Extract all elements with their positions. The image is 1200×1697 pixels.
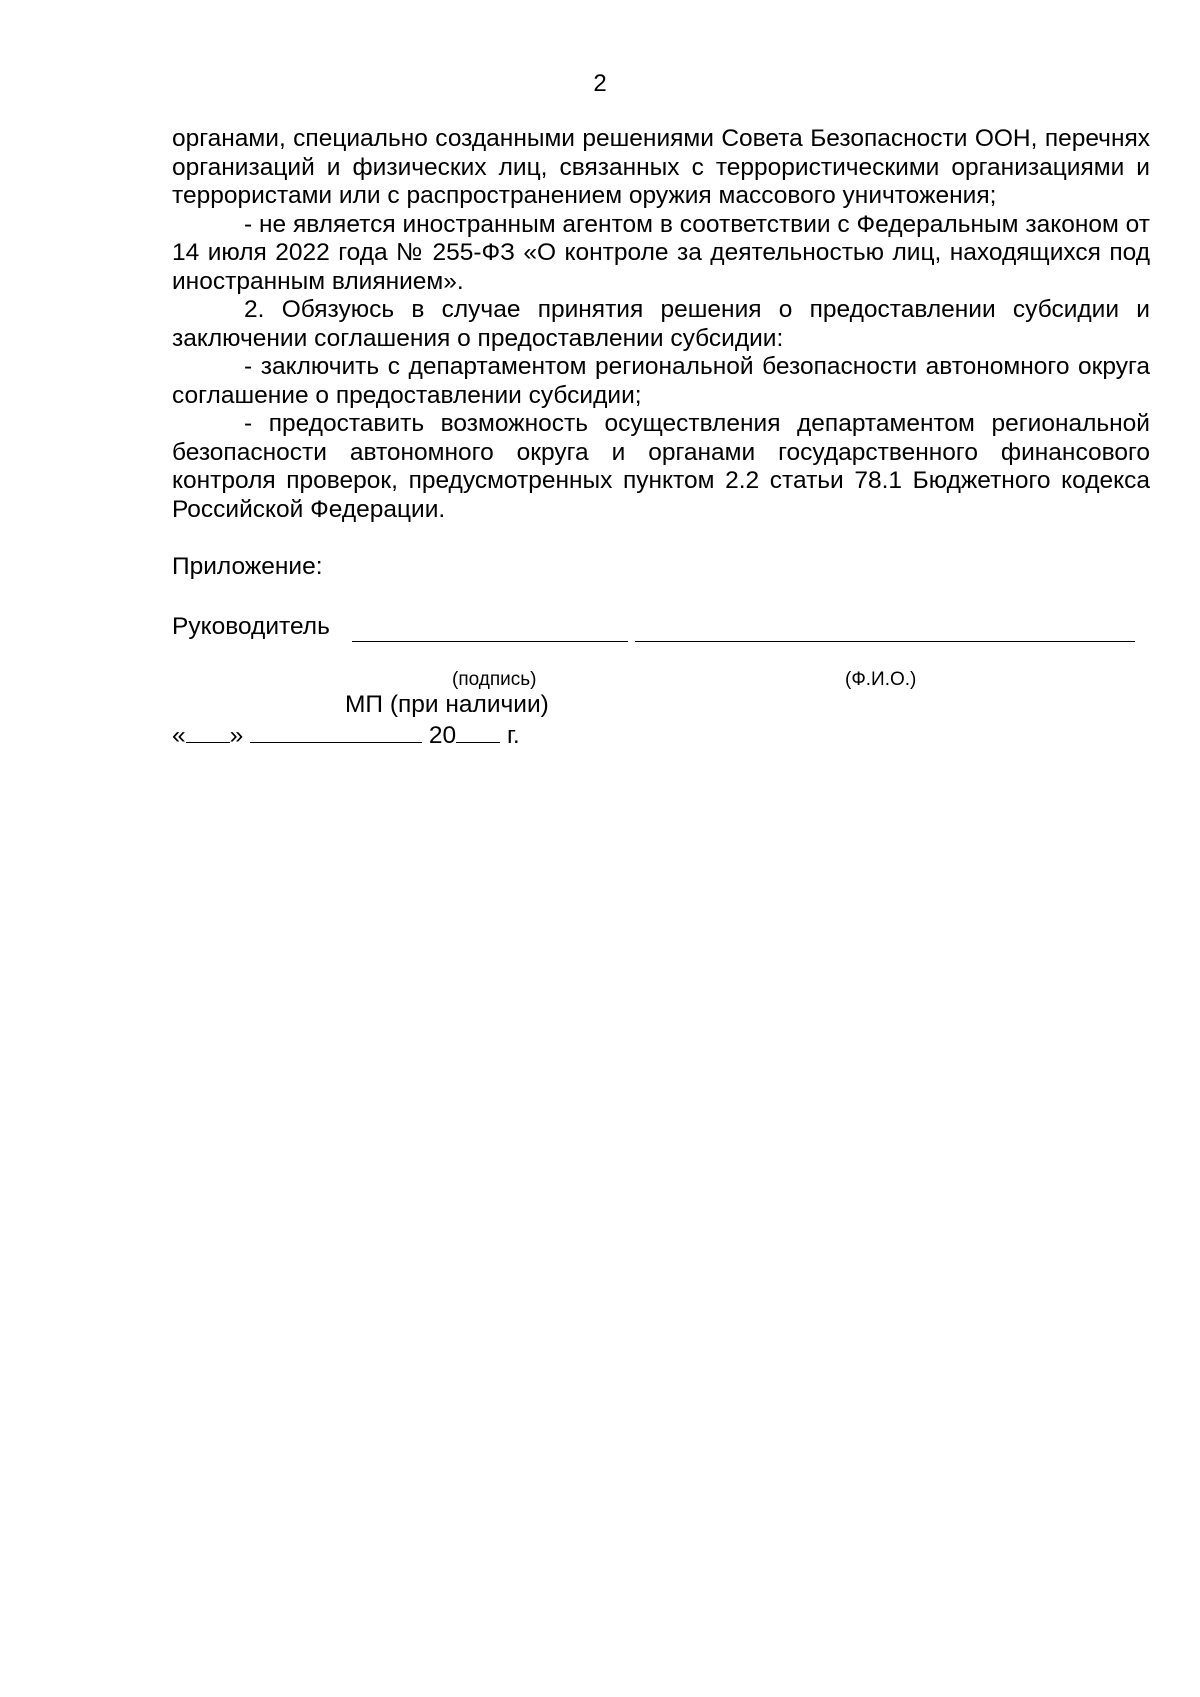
name-line bbox=[635, 613, 1135, 642]
date-row bbox=[172, 720, 520, 751]
stamp-label: МП (при наличии) bbox=[345, 691, 549, 718]
page-number: 2 bbox=[593, 70, 607, 97]
paragraph-allow-inspections: - предоставить возможность осуществления департаментом региональной безопасности автономного округа и органами государственного финансового контроля проверок, предусмотренных пунктом 2.2 статьи 78.1 Бюджетного кодекса Российской Федерации. bbox=[172, 410, 1150, 523]
signature-row bbox=[172, 613, 1150, 641]
signature-line bbox=[352, 613, 628, 642]
signature-caption: (подпись) bbox=[452, 669, 537, 690]
name-caption: (Ф.И.О.) bbox=[845, 669, 917, 690]
date-open-quote: « bbox=[172, 722, 186, 749]
document-body bbox=[172, 125, 1150, 641]
month-blank bbox=[250, 720, 422, 743]
paragraph-obligation: 2. Обязуюсь в случае принятия решения о предоставлении субсидии и заключении соглашения о предоставлении субсидии: bbox=[172, 296, 1150, 352]
year-suffix: г. bbox=[506, 722, 520, 749]
day-blank bbox=[186, 720, 230, 743]
paragraph-conclude-agreement: - заключить с департаментом региональной безопасности автономного округа соглашение о предоставлении субсидии; bbox=[172, 353, 1150, 409]
year-prefix: 20 bbox=[428, 722, 457, 749]
year-blank bbox=[456, 720, 500, 743]
annex-label: Приложение: bbox=[172, 553, 323, 580]
date-close-quote: » bbox=[229, 722, 244, 749]
paragraph-foreign-agent: - не является иностранным агентом в соответствии с Федеральным законом от 14 июля 2022 года № 255-ФЗ «О контроле за деятельностью лиц, находящихся под иностранным влиянием». bbox=[172, 210, 1150, 295]
paragraph-sanctions-lists: органами, специально созданными решениями Совета Безопасности ООН, перечнях организаций и физических лиц, связанных с террористическими организациями и террористами или с распространением оружия массового уничтожения; bbox=[172, 125, 1150, 209]
role-label: Руководитель bbox=[172, 612, 330, 640]
